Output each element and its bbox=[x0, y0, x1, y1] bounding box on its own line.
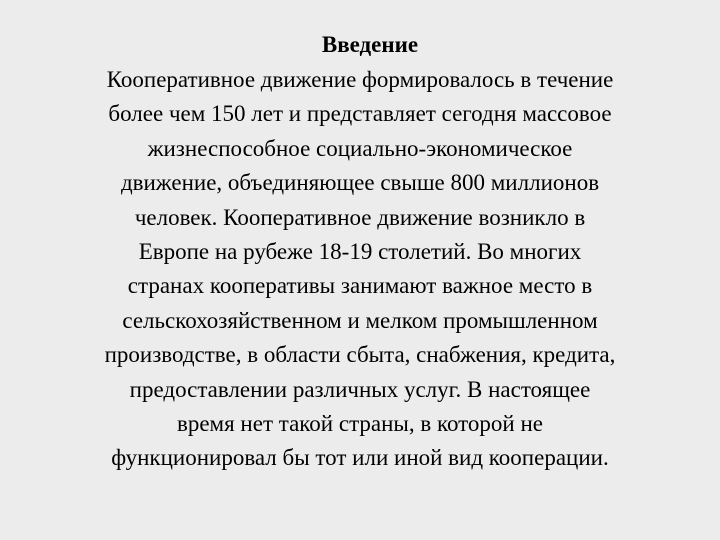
body-line: функционировал бы тот или иной вид кооперации. bbox=[111, 445, 609, 471]
body-line: странах кооперативы занимают важное место в bbox=[127, 273, 593, 299]
body-line: Европе на рубеже 18-19 столетий. Во многих bbox=[138, 239, 582, 265]
body-line: Кооперативное движение формировалось в течение bbox=[106, 67, 614, 92]
slide-title: Введение bbox=[321, 32, 419, 57]
body-line: время нет такой страны, в которой не bbox=[176, 411, 544, 437]
body-line: жизнеспособное социально-экономическое bbox=[147, 135, 573, 161]
body-line: движение, объединяющее свыше 800 миллионов bbox=[120, 170, 600, 196]
body-line: производстве, в области сбыта, снабжения, кредита, bbox=[104, 342, 616, 368]
body-line: предоставлении различных услуг. В настоящее bbox=[129, 376, 591, 402]
body-line: более чем 150 лет и представляет сегодня массовое bbox=[108, 101, 612, 127]
body-line: сельскохозяйственном и мелком промышленном bbox=[122, 307, 598, 333]
body-line: человек. Кооперативное движение возникло в bbox=[134, 204, 586, 230]
slide-body-text bbox=[30, 63, 690, 476]
